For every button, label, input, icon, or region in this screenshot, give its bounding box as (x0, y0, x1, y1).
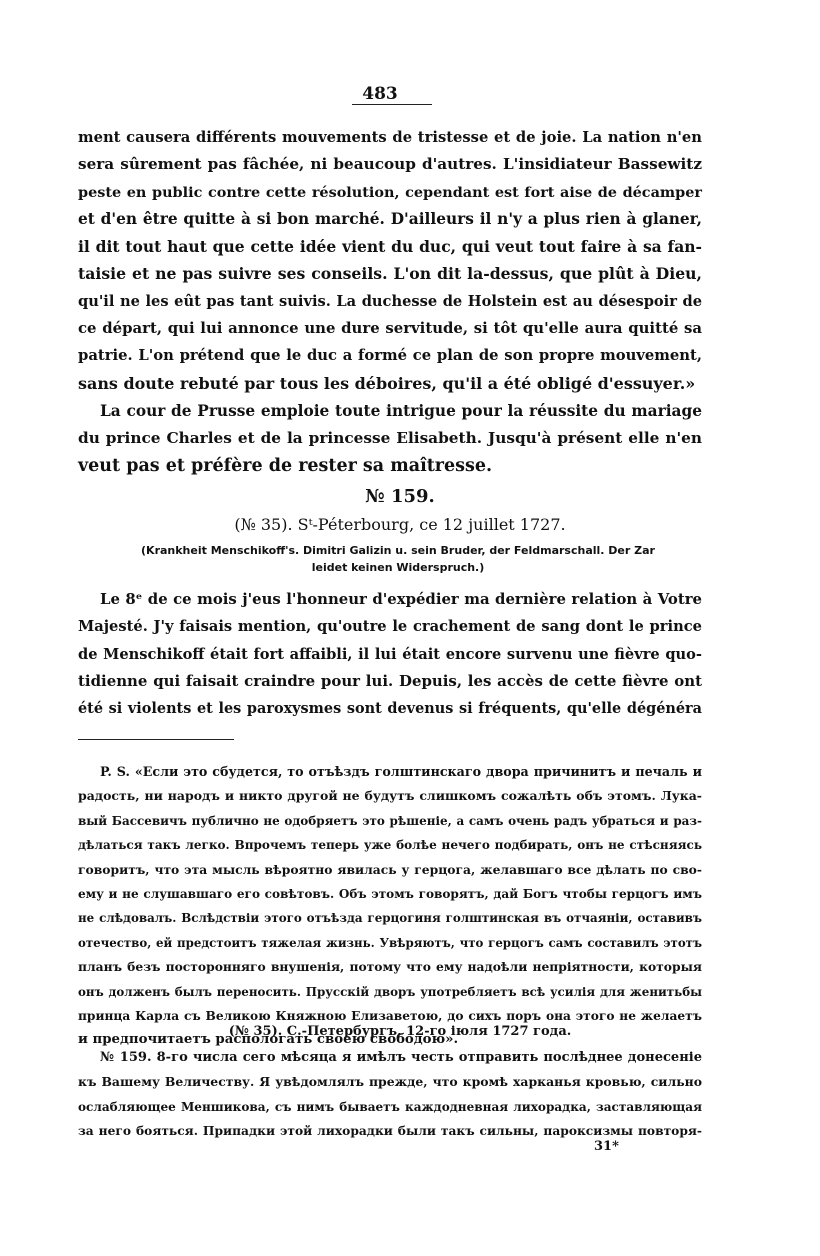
footnote-line: не слѣдовалъ. Вслѣдствіи этого отъѣзда герцогиня голштинская въ отчаяніи, оставивъ (78, 911, 702, 926)
signature-mark: 31* (594, 1139, 619, 1154)
text-line: patrie. L'on prétend que le duc a formé ce plan de son propre mouvement, (78, 347, 702, 365)
text-line: tidienne qui faisait craindre pour lui. Depuis, les accès de cette fièvre ont (78, 671, 702, 690)
footnote-line: планъ безъ посторонняго внушенія, потому что ему надоѣли непріятности, которыя (78, 959, 702, 975)
text-line: ment causera différents mouvements de tristesse et de joie. La nation n'en (78, 129, 702, 146)
summary-line: leidet keinen Widerspruch.) (311, 561, 485, 574)
footnote-line: онъ долженъ былъ переносить. Прусскій дворъ употребляетъ всѣ усилія для женитьбы (78, 984, 702, 999)
text-line: de Menschikoff était fort affaibli, il lui était encore survenu une fièvre quo- (78, 645, 702, 663)
page-number: 483 (362, 84, 398, 104)
footnote-line: ослабляющее Меншикова, съ нимъ бываетъ каждодневная лихорадка, заставляющая (78, 1099, 702, 1114)
french-paragraph-1 (78, 124, 702, 397)
text-line: sans doute rebuté par tous les déboires, qu'il a été obligé d'essuyer.» (78, 373, 696, 393)
footnote-line: за него бояться. Припадки этой лихорадки были такъ сильны, пароксизмы повторя- (78, 1124, 702, 1139)
footnote-line: и предпочитаетъ распологать своею свободою». (78, 1032, 459, 1048)
text-line: taisie et ne pas suivre ses conseils. L'on dit la-dessus, que plût à Dieu, (78, 264, 702, 284)
russian-dateline: (№ 35). С.-Петербургъ, 12-го іюля 1727 года. (228, 1024, 572, 1039)
document-paragraph (78, 586, 702, 722)
footnote-line: радость, ни народъ и никто другой не будутъ слишкомъ сожалѣть объ этомъ. Лука- (78, 788, 702, 804)
summary-line: (Krankheit Menschikoff's. Dimitri Galizin u. sein Bruder, der Feldmarschall. Der Zar (141, 544, 655, 557)
document-summary (118, 542, 678, 576)
document-dateline: (№ 35). Sᵗ-Péterbourg, ce 12 juillet 1727. (234, 515, 566, 534)
text-line: Majesté. J'y faisais mention, qu'outre le crachement de sang dont le prince (78, 618, 702, 636)
footnote-line: отечество, ей предстоитъ тяжелая жизнь. Увѣряютъ, что герцогъ самъ составилъ этотъ (78, 935, 702, 950)
french-paragraph-2 (78, 398, 702, 480)
footnote-line: говоритъ, что эта мысль вѣроятно явилась у герцога, желавшаго все дѣлать по сво- (78, 861, 702, 877)
text-line: été si violents et les paroxysmes sont devenus si fréquents, qu'elle dégénéra (78, 700, 702, 718)
text-line: sera sûrement pas fâchée, ni beaucoup d'autres. L'insidiateur Bassewitz (78, 155, 702, 174)
footnote-line: вый Бассевичъ публично не одобряетъ это рѣшеніе, а самъ очень радъ убраться и раз- (78, 813, 702, 828)
text-line: La cour de Prusse emploie toute intrigue pour la réussite du mariage (100, 402, 702, 420)
russian-document (78, 1046, 702, 1144)
footnote-line: P. S. «Если это сбудется, то отъѣздъ голштинскаго двора причинитъ и печаль и (100, 764, 702, 779)
document-number: № 159. (365, 486, 435, 507)
footnote-line: дѣлаться такъ легко. Впрочемъ теперь уже болѣе нечего подбирать, онъ не стѣсняясь (78, 838, 702, 853)
footnote-separator (78, 739, 234, 740)
text-line: du prince Charles et de la princesse Elisabeth. Jusqu'à présent elle n'en (78, 429, 702, 448)
text-line: peste en public contre cette résolution, cependant est fort aise de décamper (78, 183, 702, 201)
text-line: et d'en être quitte à si bon marché. D'ailleurs il n'y a plus rien à glaner, (78, 209, 702, 228)
footnote-line: принца Карла съ Великою Княжною Елизаветою, до сихъ поръ она этого не желаетъ (78, 1008, 702, 1023)
text-line: qu'il ne les eût pas tant suivis. La duchesse de Holstein est au désespoir de (78, 292, 702, 310)
footnote-line: къ Вашему Величеству. Я увѣдомлялъ прежде, что кромѣ харканья кровью, сильно (78, 1074, 702, 1090)
text-line: il dit tout haut que cette idée vient du duc, qui veut tout faire à sa fan- (78, 237, 702, 257)
footnote-line: ему и не слушавшаго его совѣтовъ. Объ этомъ говорятъ, дай Богъ чтобы герцогъ имъ (78, 886, 702, 901)
text-line: veut pas et préfère de rester sa maîtresse. (78, 455, 493, 476)
text-line: ce départ, qui lui annonce une dure servitude, si tôt qu'elle aura quitté sa (78, 319, 702, 338)
russian-postscript (78, 760, 702, 1053)
footnote-line: № 159. 8-го числа сего мѣсяца я имѣлъ честь отправить послѣднее донесеніе (100, 1050, 702, 1065)
text-line: Le 8ᵉ de ce mois j'eus l'honneur d'expédier ma dernière relation à Votre (100, 590, 702, 608)
page-number-rule (352, 104, 432, 105)
